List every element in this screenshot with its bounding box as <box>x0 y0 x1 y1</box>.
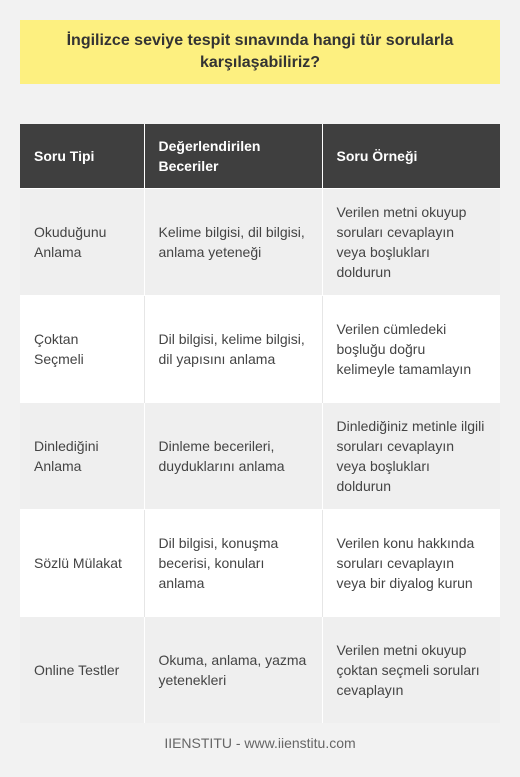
cell-question-type: Okuduğunu Anlama <box>20 189 144 296</box>
cell-question-type: Dinlediğini Anlama <box>20 403 144 510</box>
cell-question-example: Verilen metni okuyup çoktan seçmeli soruları cevaplayın <box>322 617 500 724</box>
cell-question-type: Sözlü Mülakat <box>20 510 144 617</box>
cell-assessed-skills: Kelime bilgisi, dil bilgisi, anlama yeteneği <box>144 189 322 296</box>
header-question-example: Soru Örneği <box>322 124 500 189</box>
table-row <box>20 189 500 296</box>
cell-assessed-skills: Okuma, anlama, yazma yetenekleri <box>144 617 322 724</box>
question-types-table <box>20 124 500 723</box>
page-title: İngilizce seviye tespit sınavında hangi tür sorularla karşılaşabiliriz? <box>66 32 454 71</box>
table-row <box>20 510 500 617</box>
cell-question-example: Verilen konu hakkında soruları cevaplayın veya bir diyalog kurun <box>322 510 500 617</box>
table-row <box>20 617 500 724</box>
footer-credit: IIENSTITU - www.iienstitu.com <box>164 735 356 751</box>
cell-question-example: Dinlediğiniz metinle ilgili soruları cevaplayın veya boşlukları doldurun <box>322 403 500 510</box>
cell-assessed-skills: Dinleme becerileri, duyduklarını anlama <box>144 403 322 510</box>
cell-question-type: Online Testler <box>20 617 144 724</box>
header-assessed-skills: Değerlendirilen Beceriler <box>144 124 322 189</box>
cell-assessed-skills: Dil bilgisi, kelime bilgisi, dil yapısını anlama <box>144 296 322 403</box>
cell-assessed-skills: Dil bilgisi, konuşma becerisi, konuları anlama <box>144 510 322 617</box>
header-question-type: Soru Tipi <box>20 124 144 189</box>
cell-question-type: Çoktan Seçmeli <box>20 296 144 403</box>
table-row <box>20 403 500 510</box>
cell-question-example: Verilen cümledeki boşluğu doğru kelimeyle tamamlayın <box>322 296 500 403</box>
cell-question-example: Verilen metni okuyup soruları cevaplayın veya boşlukları doldurun <box>322 189 500 296</box>
table-header-row <box>20 124 500 189</box>
table-row <box>20 296 500 403</box>
title-banner <box>20 20 500 84</box>
